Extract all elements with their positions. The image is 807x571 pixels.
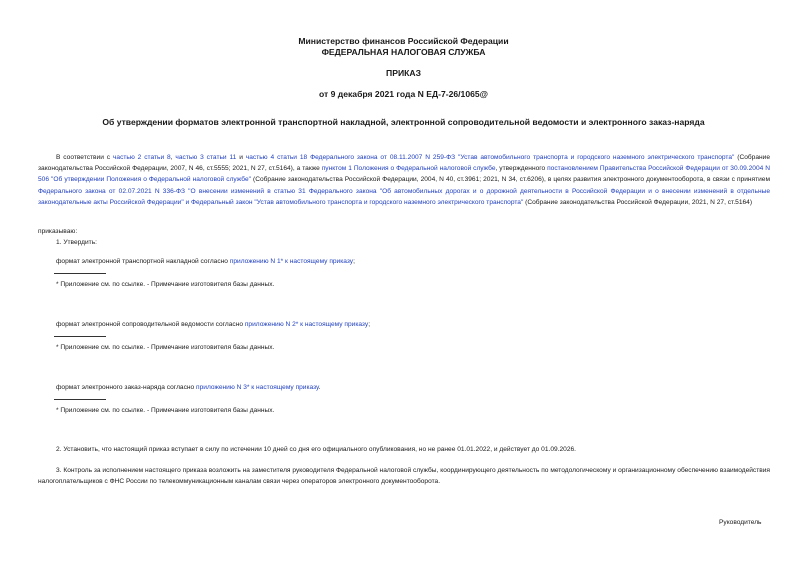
- footnote-divider: [54, 273, 106, 274]
- doc-type-heading: ПРИКАЗ: [386, 68, 421, 78]
- link-law-259[interactable]: частью 4 статьи 18 Федерального закона от 08.11.2007 N 259-ФЗ "Устав автомобильного транспорта и городского наземного электрического транспорта": [245, 154, 735, 161]
- preamble-text: В соответствии с: [56, 154, 113, 161]
- link-law-336[interactable]: Федерального закона от 02.07.2021 N 336-ФЗ "О внесении изменений в статью 31 Федерального закона "Об автомобильных дорогах и о дорожной деятельности в Российской Федерации и о внесении изменений в отдельные законодательные акты Российской Федерации" и Федеральный закон "Устав автомобильного транспорта и городского наземного электрического транспорта": [38, 187, 770, 206]
- preamble-paragraph: [38, 152, 770, 208]
- format-text: формат электронной сопроводительной ведомости согласно: [56, 321, 245, 328]
- preamble-text: (Собрание законодательства Российской Федерации, 2021, N 27, ст.5164): [523, 198, 753, 206]
- preamble-text: ,: [170, 154, 176, 161]
- link-fns-regulation[interactable]: пунктом 1 Положения о Федеральной налоговой службе: [321, 165, 496, 173]
- format-text: формат электронной транспортной накладной согласно: [56, 258, 230, 265]
- format-text: формат электронного заказ-наряда согласно: [56, 384, 197, 391]
- signature: Руководитель: [719, 519, 762, 526]
- link-appendix-1[interactable]: приложению N 1* к настоящему приказу: [229, 258, 354, 265]
- footnote-3: * Приложение см. по ссылке. - Примечание изготовителя базы данных.: [56, 407, 275, 414]
- service-heading: ФЕДЕРАЛЬНАЯ НАЛОГОВАЯ СЛУЖБА: [321, 47, 486, 57]
- format-end: ;: [353, 258, 355, 265]
- subject-heading: Об утверждении форматов электронной транспортной накладной, электронной сопроводительной ведомости и электронного заказ-наряда: [102, 117, 705, 127]
- format-end: .: [318, 384, 321, 391]
- link-decree-506[interactable]: постановлением Правительства Российской Федерации от 30.09.2004 N 506 "Об утверждении Положения о Федеральной налоговой службе": [38, 165, 770, 184]
- link-appendix-3[interactable]: приложению N 3* к настоящему приказу: [196, 384, 319, 391]
- preamble-text: , утвержденного: [495, 165, 548, 173]
- link-art8[interactable]: частью 2 статьи 8: [112, 154, 171, 161]
- preamble-text: (Собрание законодательства Российской Федерации, 2007, N 46, ст.5555; 2021, N 27, ст.5164), а также: [38, 154, 770, 173]
- footnote-divider: [54, 336, 106, 337]
- footnote-1: * Приложение см. по ссылке. - Примечание изготовителя базы данных.: [56, 281, 275, 288]
- ministry-heading: Министерство финансов Российской Федерации: [298, 36, 509, 46]
- preamble-text: и: [236, 154, 246, 161]
- link-appendix-2[interactable]: приложению N 2* к настоящему приказу: [244, 321, 369, 328]
- order-word: приказываю:: [38, 228, 78, 235]
- format-2: [56, 321, 370, 328]
- footnote-divider: [54, 399, 106, 400]
- preamble-text: (Собрание законодательства Российской Федерации, 2004, N 40, ст.3961; 2021, N 34, ст.6206), в целях развития электронного документооборота, в связи с принятием: [250, 176, 770, 184]
- link-art11[interactable]: частью 3 статьи 11: [175, 154, 237, 161]
- format-3: [56, 384, 321, 391]
- format-1: [56, 258, 355, 265]
- format-end: ;: [368, 321, 371, 328]
- item-2: 2. Установить, что настоящий приказ вступает в силу по истечении 10 дней со дня его официального опубликования, но не ранее 01.01.2022, и действует до 01.09.2026.: [56, 446, 576, 453]
- item-1: 1. Утвердить:: [56, 239, 97, 246]
- footnote-2: * Приложение см. по ссылке. - Примечание изготовителя базы данных.: [56, 344, 275, 351]
- date-number-heading: от 9 декабря 2021 года N ЕД-7-26/1065@: [318, 89, 489, 99]
- item-3: 3. Контроль за исполнением настоящего приказа возложить на заместителя руководителя Федеральной налоговой службы, координирующего деятельность по методологическому и организационному обеспечению взаимодействия налогоплательщиков с ФНС России по телекоммуникационным каналам связи через операторов электронного документооборота.: [38, 467, 770, 486]
